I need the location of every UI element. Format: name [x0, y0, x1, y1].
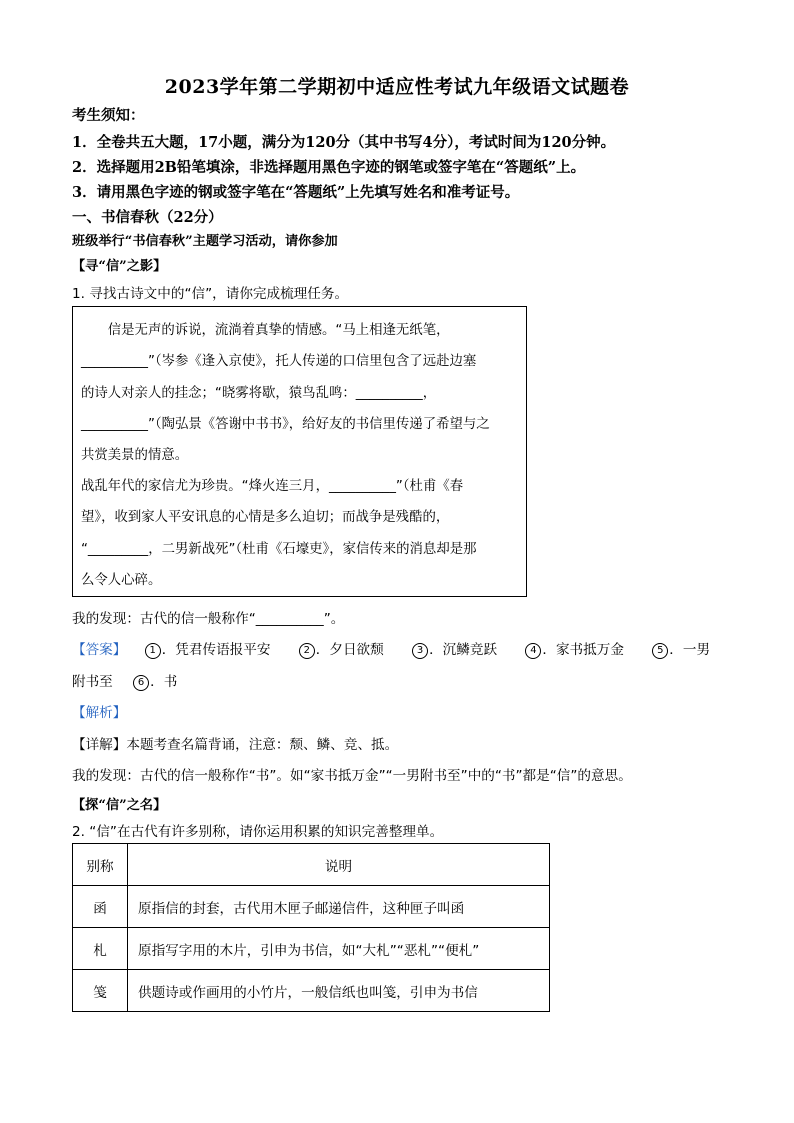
passage-box [72, 306, 527, 597]
answer-line [72, 638, 710, 659]
answer-item: 4 ．家书抵万金 [525, 638, 624, 659]
table-cell: 原指信的封套，古代用木匣子邮递信件，这种匣子叫函 [128, 886, 550, 928]
passage-line: 的诗人对亲人的挂念；“晓雾将歇，猿鸟乱鸣：__________， [81, 386, 437, 401]
passage-line: 望》，收到家人平安讯息的心情是多么迫切；而战争是残酷的， [81, 510, 450, 525]
answer-text: 沉鳞竞跃 [442, 642, 498, 658]
section-1-heading: 一、书信春秋（22分） [72, 209, 223, 226]
passage-line: “_________，二男新战死”（杜甫《石壕吏》，家信传来的消息却是那 [81, 542, 477, 557]
notice-item-1: 1．全卷共五大题，17小题，满分为120分（其中书写4分），考试时间为120分钟。 [72, 134, 616, 151]
passage-line: __________”（陶弘景《答谢中书书》，给好友的书信里传递了希望与之 [81, 417, 490, 432]
notice-item-2: 2．选择题用2B铅笔填涂，非选择题用黑色字迹的钢笔或签字笔在“答题纸”上。 [72, 159, 586, 176]
passage-line: 战乱年代的家信尤为珍贵。“烽火连三月，__________”（杜甫《春 [81, 479, 464, 494]
answer-item: 2 ．夕日欲颓 [299, 638, 384, 659]
table-cell: 原指写字用的木片，引申为书信，如“大札”“恶札”“便札” [128, 928, 550, 970]
passage-line: 么令人心碎。 [81, 573, 162, 588]
answer-label: 【答案】 [72, 642, 127, 658]
table-row [73, 886, 550, 928]
passage-line: __________”（岑参《逢入京使》，托人传递的口信里包含了远赴边塞 [81, 354, 477, 369]
detail-text: 本题考查名篇背诵，注意：颓、鳞、竞、抵。 [126, 737, 399, 753]
answer-text: 夕日欲颓 [329, 642, 384, 658]
activity-intro: 班级举行“书信春秋”主题学习活动，请你参加 [72, 234, 338, 249]
answer-item: 6 ．书 [133, 670, 177, 691]
answer-text: 一男 [682, 642, 711, 658]
alias-table [72, 843, 550, 1012]
passage-line: 信是无声的诉说，流淌着真挚的情感。“马上相逢无纸笔， [81, 323, 450, 338]
table-cell: 札 [73, 928, 128, 970]
answer-item: 3 ．沉鳞竞跃 [412, 638, 497, 659]
table-cell: 笺 [73, 970, 128, 1012]
answer-text: 凭君传语报平安 [175, 642, 271, 658]
table-header: 别称 [73, 844, 128, 886]
answer-continuation: 附书至 [72, 674, 113, 690]
notice-item-3: 3．请用黑色字迹的钢或签字笔在“答题纸”上先填写姓名和准考证号。 [72, 184, 520, 201]
notice-heading: 考生须知： [72, 107, 145, 124]
detail-line [72, 733, 398, 753]
answer-number: 2 [299, 643, 315, 659]
table-header-row [73, 844, 550, 886]
answer-line-2 [72, 670, 177, 691]
table-row [73, 970, 550, 1012]
answer-item: 1 ．凭君传语报平安 [145, 638, 271, 659]
discovery-prompt: 我的发现：古代的信一般称作“__________”。 [72, 611, 345, 627]
table-row [73, 928, 550, 970]
table-header: 说明 [128, 844, 550, 886]
part-1-heading: 【寻“信”之影】 [72, 259, 167, 274]
table-cell: 供题诗或作画用的小竹片，一般信纸也叫笺，引申为书信 [128, 970, 550, 1012]
table-cell: 函 [73, 886, 128, 928]
answer-item: 5 ．一男 [652, 638, 710, 659]
page-title: 2023学年第二学期初中适应性考试九年级语文试题卷 [164, 76, 630, 98]
question-2: 2. “信”在古代有许多别称，请你运用积累的知识完善整理单。 [72, 824, 444, 840]
answer-number: 1 [145, 643, 161, 659]
part-2-heading: 【探“信”之名】 [72, 798, 167, 813]
answer-text: 家书抵万金 [555, 642, 624, 658]
analysis-label: 【解析】 [72, 705, 127, 721]
answer-number: 6 [133, 675, 149, 691]
answer-number: 5 [652, 643, 668, 659]
answer-number: 3 [412, 643, 428, 659]
question-1: 1. 寻找古诗文中的“信”，请你完成梳理任务。 [72, 286, 349, 302]
detail-label: 【详解】 [72, 737, 127, 753]
discovery-answer: 我的发现：古代的信一般称作“书”。如“家书抵万金”“一男附书至”中的“书”都是“信”的意思。 [72, 768, 632, 784]
passage-line: 共赏美景的情意。 [81, 448, 189, 463]
answer-number: 4 [525, 643, 541, 659]
answer-text: 书 [163, 674, 178, 690]
